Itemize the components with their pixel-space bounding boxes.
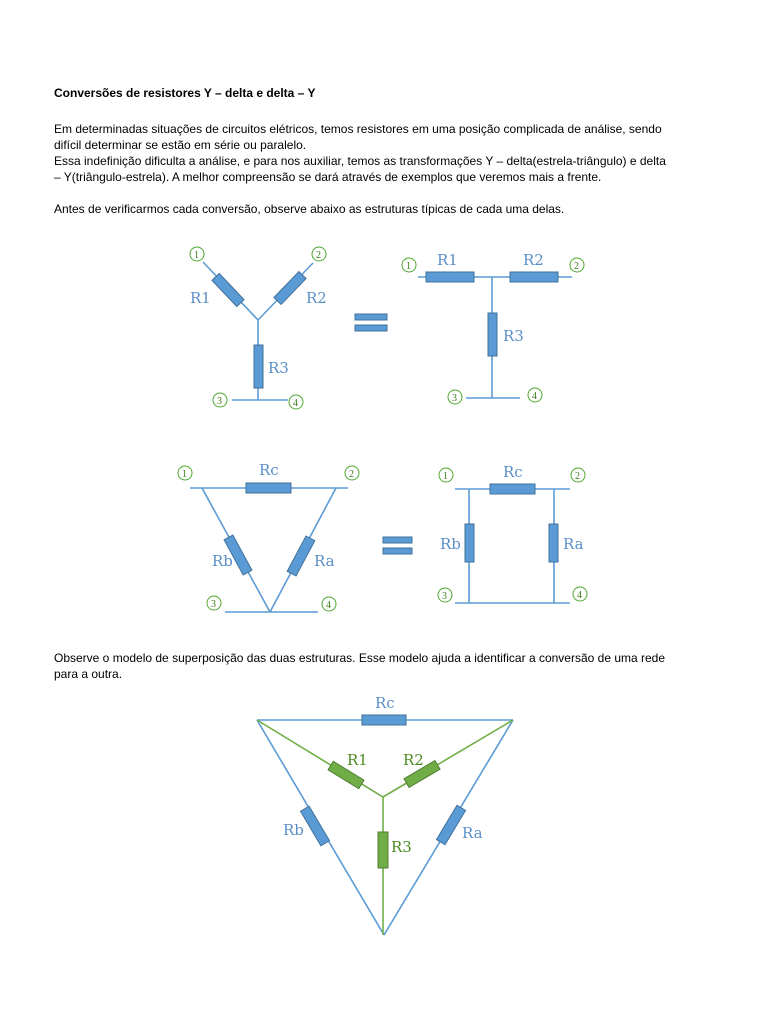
document-title: Conversões de resistores Y – delta e delta – Y — [54, 86, 316, 100]
equals-sign — [355, 314, 387, 331]
t-node-2-label: 2 — [574, 261, 579, 272]
label-ra-pi: Ra — [563, 535, 584, 553]
label-r1-super: R1 — [347, 751, 368, 769]
intro-line-2: difícil determinar se estão em série ou paralelo. — [54, 138, 307, 152]
delta-network-diagram — [190, 488, 348, 612]
resistor-ra — [287, 536, 315, 576]
resistor-r1 — [212, 274, 244, 307]
label-rb-pi: Rb — [440, 535, 461, 553]
superposition-line-1: Observe o modelo de superposição das duas estruturas. Esse modelo ajuda a identificar a conversão de uma rede — [54, 651, 666, 665]
node-4-label: 4 — [293, 398, 298, 409]
resistor-rb-pi — [465, 524, 474, 562]
label-rc-pi: Rc — [503, 463, 523, 481]
resistor-r3-super — [378, 832, 388, 868]
node-1-label: 1 — [194, 250, 199, 261]
label-r3: R3 — [268, 359, 289, 377]
pi-node-4-label: 4 — [577, 590, 582, 601]
resistor-r1-t — [426, 272, 474, 282]
structures-paragraph: Antes de verificarmos cada conversão, observe abaixo as estruturas típicas de cada uma delas. — [54, 202, 565, 216]
label-rc: Rc — [259, 461, 279, 479]
label-r1: R1 — [190, 289, 211, 307]
resistor-r2-t — [510, 272, 558, 282]
delta-node-1-label: 1 — [182, 469, 187, 480]
resistor-r3 — [254, 345, 263, 388]
pi-node-1-label: 1 — [443, 471, 448, 482]
resistor-rc — [246, 483, 291, 493]
superposition-line-2: para a outra. — [54, 667, 123, 681]
intro-line-1: Em determinadas situações de circuitos elétricos, temos resistores em uma posição complicada de análise, sendo — [54, 122, 662, 136]
equals-sign-2 — [383, 537, 412, 554]
label-r2-t: R2 — [523, 251, 544, 269]
delta-node-3-label: 3 — [211, 599, 216, 610]
resistor-r3-t — [488, 313, 497, 356]
t-node-3-label: 3 — [452, 393, 457, 404]
pi-node-2-label: 2 — [575, 471, 580, 482]
label-r2: R2 — [306, 289, 327, 307]
node-3-label: 3 — [217, 396, 222, 407]
label-r3-t: R3 — [503, 327, 524, 345]
resistor-rc-pi — [490, 484, 535, 494]
intro-line-4: – Y(triângulo-estrela). A melhor compreensão se dará através de exemplos que veremos mais a frente. — [54, 170, 602, 184]
pi-node-3-label: 3 — [442, 591, 447, 602]
delta-node-4-label: 4 — [326, 600, 331, 611]
resistor-rc-super — [362, 715, 406, 725]
t-node-1-label: 1 — [406, 261, 411, 272]
delta-node-2-label: 2 — [349, 469, 354, 480]
t-node-4-label: 4 — [532, 391, 537, 402]
label-r3-super: R3 — [391, 838, 412, 856]
resistor-ra-pi — [549, 524, 558, 562]
resistor-r2 — [274, 272, 306, 305]
label-ra-super: Ra — [462, 824, 483, 842]
label-r2-super: R2 — [403, 751, 424, 769]
label-rb: Rb — [212, 552, 233, 570]
node-2-label: 2 — [316, 250, 321, 261]
intro-line-3: Essa indefinição dificulta a análise, e para nos auxiliar, temos as transformações Y – delta(estrela-triângulo) e delta — [54, 154, 666, 168]
label-ra: Ra — [314, 552, 335, 570]
label-r1-t: R1 — [437, 251, 458, 269]
label-rb-super: Rb — [283, 821, 304, 839]
label-rc-super: Rc — [375, 694, 395, 712]
resistor-rb-super — [301, 806, 330, 846]
